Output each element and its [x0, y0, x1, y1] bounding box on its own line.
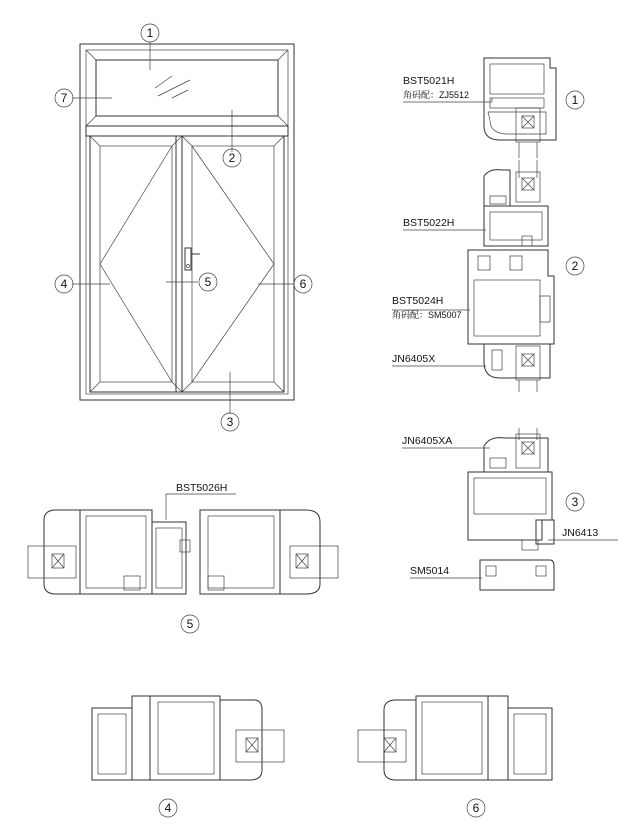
- s2-profile-mid: BST5024H: [392, 295, 444, 307]
- svg-text:2: 2: [571, 259, 579, 273]
- callout-3-label: 3: [226, 415, 234, 429]
- section-2-number: [566, 257, 584, 275]
- s2-profile-top: BST5022H: [403, 217, 455, 229]
- transom-glass: [96, 60, 278, 116]
- svg-text:6: 6: [472, 801, 480, 815]
- callout-2-label: 2: [228, 151, 236, 165]
- callout-7: [55, 89, 73, 107]
- callout-4: [55, 275, 73, 293]
- section-5-number: [181, 615, 199, 633]
- door-elevation: [80, 44, 294, 400]
- right-leaf: [182, 136, 284, 392]
- section-6-number: [467, 799, 485, 817]
- callout-1: [141, 24, 159, 42]
- section-6: [358, 696, 552, 780]
- door-handle: [185, 248, 191, 270]
- s1-profile: BST5021H: [403, 75, 455, 87]
- svg-text:4: 4: [164, 801, 172, 815]
- s2-profile-bottom: JN6405X: [392, 353, 436, 365]
- callout-7-label: 7: [60, 91, 68, 105]
- callout-5: [199, 273, 217, 291]
- callout-1-label: 1: [146, 26, 154, 40]
- s2-sub: 角码配：SM5007: [392, 310, 462, 320]
- callout-4-label: 4: [60, 277, 68, 291]
- section-3: [402, 428, 618, 590]
- callout-5-label: 5: [204, 275, 212, 289]
- svg-text:1: 1: [571, 93, 579, 107]
- callout-2: [223, 149, 241, 167]
- left-leaf: [90, 136, 182, 392]
- s5-profile: BST5026H: [176, 482, 228, 494]
- s3-profile-bottom: SM5014: [410, 565, 450, 577]
- svg-text:3: 3: [571, 495, 579, 509]
- callout-3: [221, 413, 239, 431]
- callout-6: [294, 275, 312, 293]
- svg-text:5: 5: [186, 617, 194, 631]
- section-2: [392, 160, 554, 392]
- section-4-number: [159, 799, 177, 817]
- s1-sub: 角码配：ZJ5512: [403, 90, 470, 100]
- section-3-number: [566, 493, 584, 511]
- s3-profile-top: JN6405XA: [402, 435, 453, 447]
- section-1-number: [566, 91, 584, 109]
- transom-bar: [86, 126, 288, 136]
- section-5: [28, 482, 338, 594]
- section-4: [92, 696, 284, 780]
- callout-6-label: 6: [299, 277, 307, 291]
- section-1: [403, 58, 556, 158]
- outer-frame: [80, 44, 294, 400]
- s3-profile-right: JN6413: [562, 527, 599, 539]
